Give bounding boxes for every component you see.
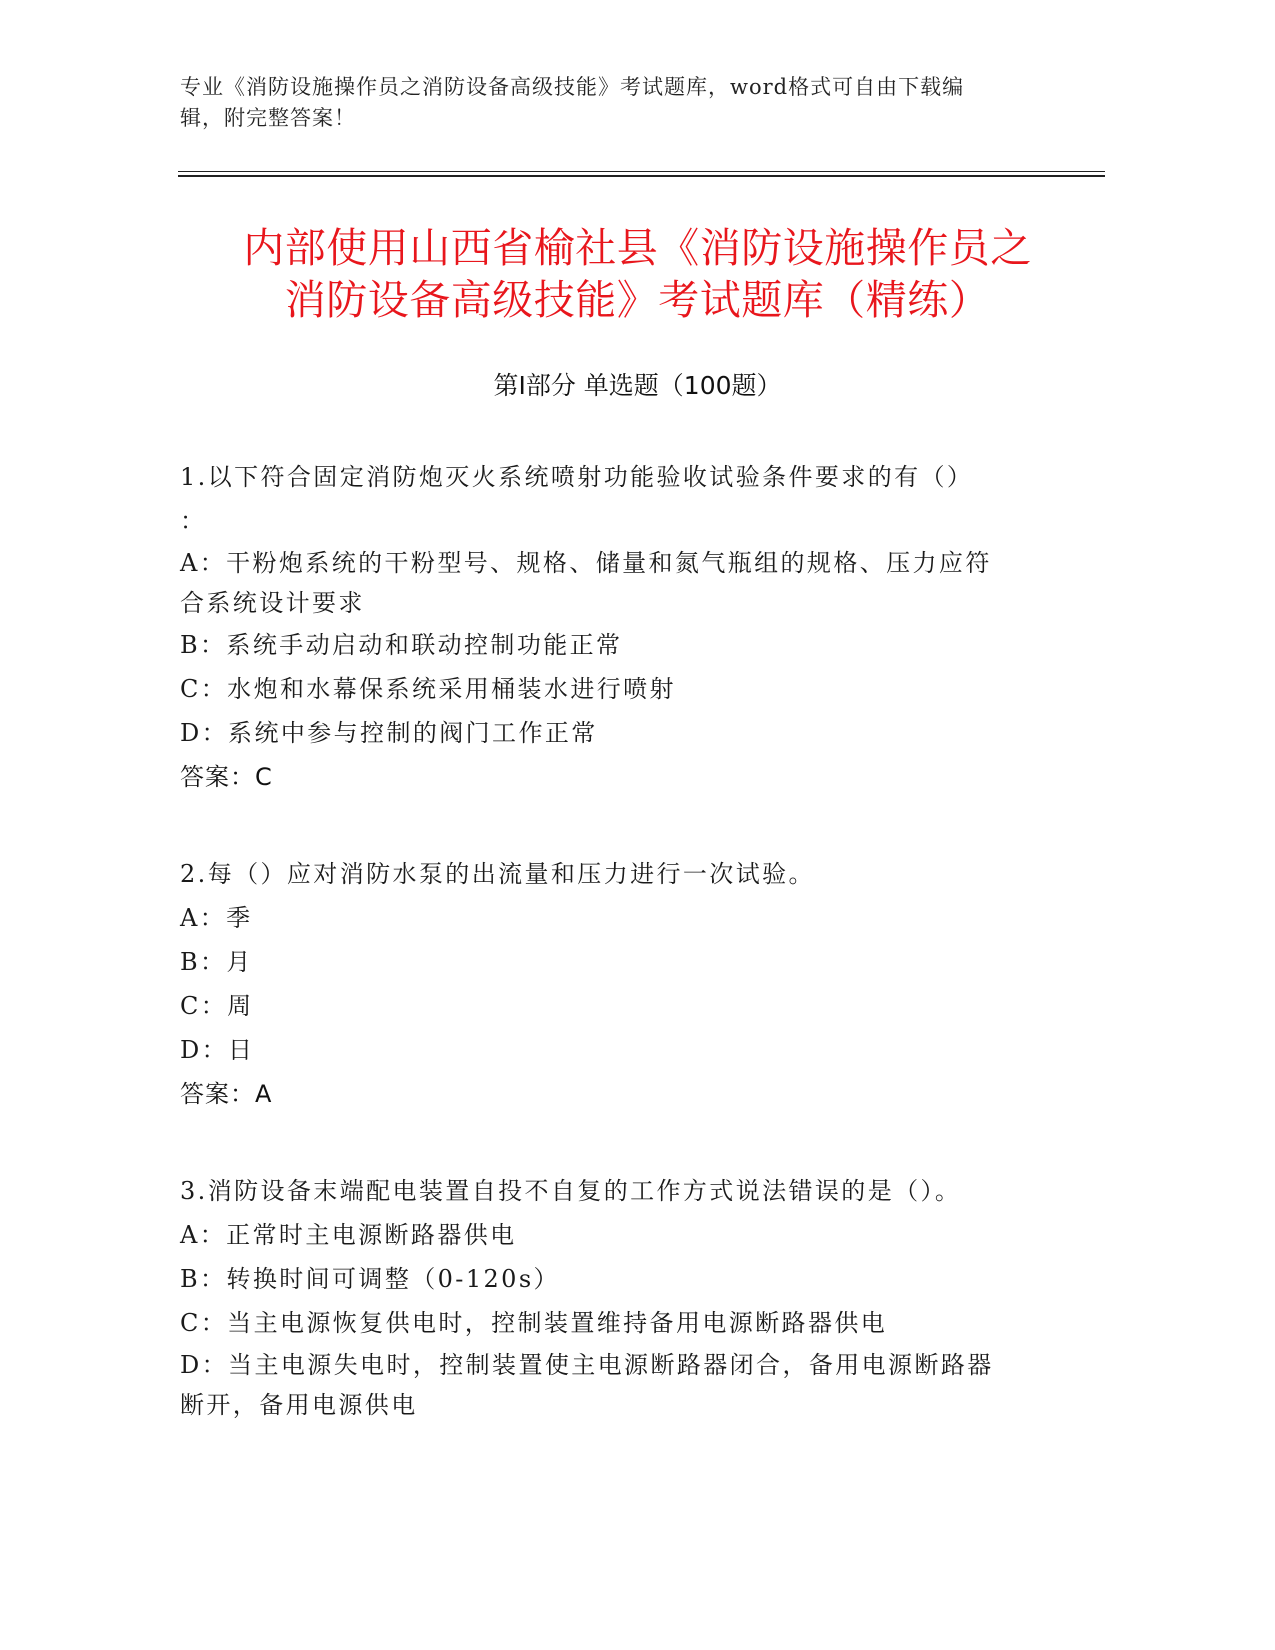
- option-c: [180, 667, 1060, 711]
- header-note-line: 辑，附完整答案！: [180, 106, 356, 130]
- question-stem: [180, 1169, 1060, 1213]
- question-stem: [180, 852, 1060, 896]
- question-item: [180, 1169, 1060, 1425]
- answer-line: 答案：A: [180, 1080, 273, 1108]
- option-line: C：当主电源恢复供电时，控制装置维持备用电源断路器供电: [180, 1309, 888, 1337]
- option-c: [180, 984, 1060, 1028]
- option-d: [180, 711, 1060, 755]
- header-note-line: 专业《消防设施操作员之消防设备高级技能》考试题库，word格式可自由下载编: [180, 75, 965, 99]
- question-stem-line: 3.消防设备末端配电装置自投不自复的工作方式说法错误的是（）。: [180, 1177, 962, 1205]
- option-line: A：正常时主电源断路器供电: [180, 1221, 517, 1249]
- question-item: [180, 455, 1060, 799]
- option-d: [180, 1345, 1060, 1425]
- answer-line: 答案：C: [180, 763, 273, 791]
- option-b: [180, 940, 1060, 984]
- option-b: [180, 1257, 1060, 1301]
- option-line: A：干粉炮系统的干粉型号、规格、储量和氮气瓶组的规格、压力应符: [180, 549, 992, 577]
- option-line: D：系统中参与控制的阀门工作正常: [180, 719, 598, 747]
- header-note: [180, 72, 1040, 134]
- option-a: [180, 1213, 1060, 1257]
- option-b: [180, 623, 1060, 667]
- question-stem-line: 1.以下符合固定消防炮灭火系统喷射功能验收试验条件要求的有（）: [180, 463, 974, 491]
- header-divider-thick: [178, 175, 1105, 177]
- option-d: [180, 1028, 1060, 1072]
- question-stem-line: 2.每（）应对消防水泵的出流量和压力进行一次试验。: [180, 860, 815, 888]
- document-title: [150, 222, 1125, 326]
- option-line: B：月: [180, 948, 253, 976]
- option-line: 断开，备用电源供电: [180, 1391, 418, 1419]
- option-c: [180, 1301, 1060, 1345]
- question-item: [180, 852, 1060, 1116]
- option-line: D：日: [180, 1036, 255, 1064]
- option-line: C：周: [180, 992, 254, 1020]
- document-title-line: 消防设备高级技能》考试题库（精练）: [284, 276, 991, 324]
- header-divider-thin: [178, 171, 1105, 172]
- option-line: B：系统手动启动和联动控制功能正常: [180, 631, 623, 659]
- option-a: [180, 896, 1060, 940]
- option-line: B：转换时间可调整（0-120s）: [180, 1265, 560, 1293]
- option-line: 合系统设计要求: [180, 589, 365, 617]
- question-stem: [180, 455, 1060, 543]
- option-line: D：当主电源失电时，控制装置使主电源断路器闭合，备用电源断路器: [180, 1351, 994, 1379]
- option-a: [180, 543, 1060, 623]
- question-stem-line: ：: [180, 507, 207, 535]
- section-heading: 第Ⅰ部分 单选题（100题）: [493, 371, 782, 400]
- option-line: A：季: [180, 904, 253, 932]
- question-list: [180, 455, 1060, 1478]
- option-line: C：水炮和水幕保系统采用桶装水进行喷射: [180, 675, 676, 703]
- document-title-line: 内部使用山西省榆社县《消防设施操作员之: [243, 224, 1032, 272]
